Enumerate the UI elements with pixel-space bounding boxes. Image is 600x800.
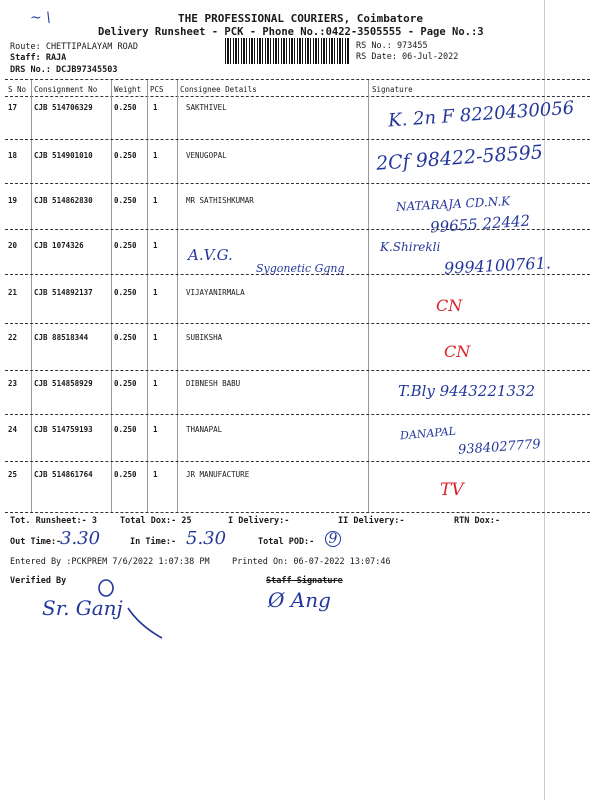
row-weight: 0.250 bbox=[114, 241, 137, 250]
total-dox: Total Dox:- 25 bbox=[120, 516, 192, 526]
header-bottom-rule bbox=[5, 96, 590, 97]
row-pcs: 1 bbox=[153, 288, 158, 297]
row-sno: 25 bbox=[8, 470, 18, 479]
row-weight: 0.250 bbox=[114, 470, 137, 479]
row-pcs: 1 bbox=[153, 241, 158, 250]
row-consignment: CJB 514858929 bbox=[34, 379, 93, 388]
signature-handwriting: K.Shirekli bbox=[380, 240, 441, 254]
verified-signature: Sr. Ganj bbox=[42, 596, 123, 620]
row-sno: 23 bbox=[8, 379, 18, 388]
in-time-label: In Time:- bbox=[130, 537, 177, 547]
row-consignment: CJB 514861764 bbox=[34, 470, 93, 479]
signature-handwriting: 9384027779 bbox=[457, 437, 542, 458]
row-weight: 0.250 bbox=[114, 288, 137, 297]
staff-signature: Ø Ang bbox=[268, 588, 331, 612]
row-divider bbox=[5, 414, 590, 415]
row-sno: 18 bbox=[8, 151, 18, 160]
runsheet-title: Delivery Runsheet - PCK - Phone No.:0422-3505555 - Page No.:3 bbox=[98, 26, 484, 38]
row-divider bbox=[5, 274, 590, 275]
row-pcs: 1 bbox=[153, 425, 158, 434]
out-time-label: Out Time:- bbox=[10, 537, 62, 547]
signature-handwriting: T.Bly 9443221332 bbox=[398, 382, 536, 400]
top-corner-marks: ~ \ bbox=[30, 10, 51, 26]
row-divider bbox=[5, 183, 590, 184]
signature-handwriting: 9994100761. bbox=[443, 253, 552, 278]
col-divider bbox=[111, 80, 112, 512]
row-weight: 0.250 bbox=[114, 151, 137, 160]
entered-by: Entered By :PCKPREM 7/6/2022 1:07:38 PM bbox=[10, 557, 210, 567]
row-pcs: 1 bbox=[153, 196, 158, 205]
row-pcs: 1 bbox=[153, 379, 158, 388]
out-time-handwriting: 3.30 bbox=[60, 528, 101, 549]
signature-handwriting: CN bbox=[444, 342, 471, 361]
row-weight: 0.250 bbox=[114, 425, 137, 434]
row-consignment: CJB 514892137 bbox=[34, 288, 93, 297]
header-top-rule bbox=[5, 79, 590, 80]
signature-handwriting: DANAPAL bbox=[399, 424, 457, 443]
row-divider bbox=[5, 370, 590, 371]
row-pcs: 1 bbox=[153, 151, 158, 160]
in-time-handwriting: 5.30 bbox=[186, 528, 227, 549]
row-pcs: 1 bbox=[153, 470, 158, 479]
row-sno: 20 bbox=[8, 241, 18, 250]
drs-number: DRS No.: DCJB97345503 bbox=[10, 65, 118, 75]
row-sno: 22 bbox=[8, 333, 18, 342]
col-weight: Weight bbox=[114, 85, 142, 94]
total-pod-handwriting: 9 bbox=[325, 531, 341, 547]
row-consignment: CJB 88518344 bbox=[34, 333, 89, 342]
row-consignee: SAKTHIVEL bbox=[186, 103, 227, 112]
row-consignment: CJB 514901010 bbox=[34, 151, 93, 160]
printed-on: Printed On: 06-07-2022 13:07:46 bbox=[232, 557, 391, 567]
row-weight: 0.250 bbox=[114, 196, 137, 205]
signature-handwriting: CN bbox=[436, 296, 463, 315]
i-delivery: I Delivery:- bbox=[228, 516, 290, 526]
consignee-handwriting: A.V.G. bbox=[188, 246, 233, 264]
staff-label: Staff: RAJA bbox=[10, 53, 67, 63]
row-consignee: SUBIKSHA bbox=[186, 333, 223, 342]
row-consignee: MR SATHISHKUMAR bbox=[186, 196, 254, 205]
col-sno: S No bbox=[8, 85, 27, 94]
row-weight: 0.250 bbox=[114, 379, 137, 388]
col-consignment: Consignment No bbox=[34, 85, 98, 94]
row-weight: 0.250 bbox=[114, 333, 137, 342]
col-pcs: PCS bbox=[150, 85, 164, 94]
row-consignee: VENUGOPAL bbox=[186, 151, 227, 160]
row-consignee: VIJAYANIRMALA bbox=[186, 288, 245, 297]
rs-number: RS No.: 973455 bbox=[356, 41, 428, 51]
row-sno: 17 bbox=[8, 103, 18, 112]
row-consignment: CJB 514759193 bbox=[34, 425, 93, 434]
rs-date: RS Date: 06-Jul-2022 bbox=[356, 52, 459, 62]
col-consignee: Consignee Details bbox=[180, 85, 257, 94]
consignee-handwriting: Sygonetic Ggng bbox=[256, 262, 345, 275]
rtn-dox: RTN Dox:- bbox=[454, 516, 501, 526]
total-runsheet: Tot. Runsheet:- 3 bbox=[10, 516, 97, 526]
col-divider bbox=[31, 80, 32, 512]
row-consignment: CJB 1074326 bbox=[34, 241, 84, 250]
table-bottom-rule bbox=[5, 512, 590, 513]
total-pod-label: Total POD:- bbox=[258, 537, 315, 547]
col-divider bbox=[177, 80, 178, 512]
row-divider bbox=[5, 461, 590, 462]
route-label: Route: CHETTIPALAYAM ROAD bbox=[10, 42, 138, 52]
barcode bbox=[225, 38, 349, 64]
row-consignee: JR MANUFACTURE bbox=[186, 470, 250, 479]
row-sno: 21 bbox=[8, 288, 18, 297]
row-consignee: DIBNESH BABU bbox=[186, 379, 241, 388]
col-divider bbox=[147, 80, 148, 512]
row-pcs: 1 bbox=[153, 103, 158, 112]
signature-handwriting: K. 2n F 8220430056 bbox=[387, 97, 575, 132]
row-divider bbox=[5, 229, 590, 230]
company-title: THE PROFESSIONAL COURIERS, Coimbatore bbox=[178, 12, 424, 25]
col-divider bbox=[368, 80, 369, 512]
col-signature: Signature bbox=[372, 85, 413, 94]
row-sno: 19 bbox=[8, 196, 18, 205]
row-weight: 0.250 bbox=[114, 103, 137, 112]
row-consignee: THANAPAL bbox=[186, 425, 223, 434]
signature-handwriting: 2Cf 98422-58595 bbox=[375, 141, 544, 175]
row-consignment: CJB 514706329 bbox=[34, 103, 93, 112]
signature-handwriting: 99655 22442 bbox=[429, 211, 531, 237]
signature-handwriting: TV bbox=[440, 480, 464, 500]
signature-handwriting: NATARAJA CD.N.K bbox=[395, 194, 511, 214]
row-pcs: 1 bbox=[153, 333, 158, 342]
staff-signature-label: Staff Signature bbox=[266, 576, 343, 586]
ii-delivery: II Delivery:- bbox=[338, 516, 405, 526]
verified-by-label: Verified By bbox=[10, 576, 67, 586]
row-sno: 24 bbox=[8, 425, 18, 434]
row-consignment: CJB 514862830 bbox=[34, 196, 93, 205]
row-divider bbox=[5, 323, 590, 324]
row-divider bbox=[5, 139, 590, 140]
